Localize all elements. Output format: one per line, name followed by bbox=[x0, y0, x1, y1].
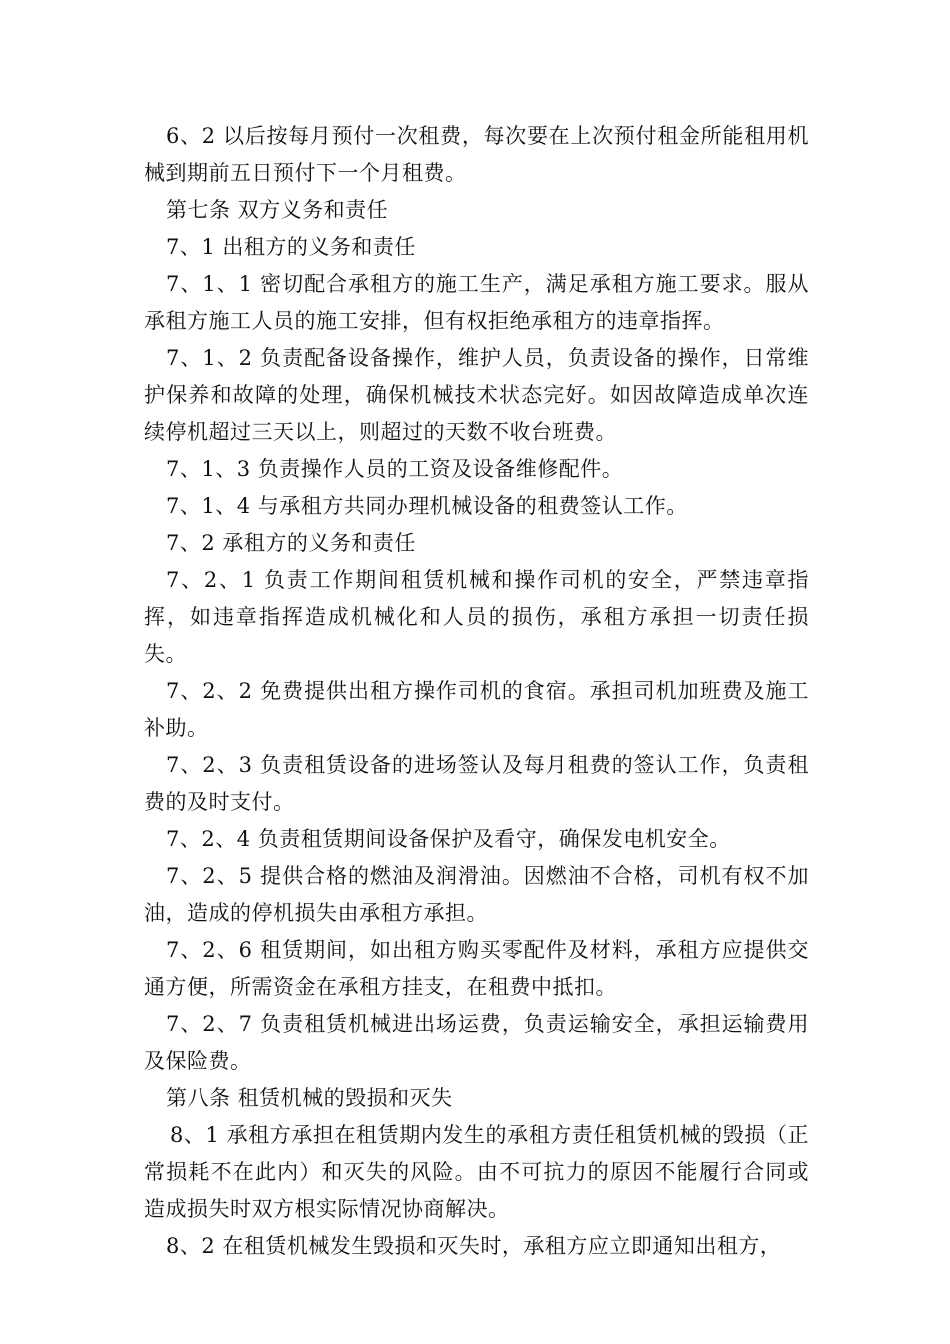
heading-article-8: 第八条 租赁机械的毁损和灭失 bbox=[166, 1086, 453, 1110]
document-body bbox=[144, 118, 809, 1265]
paragraph-6-2: 6、2 以后按每月预付一次租费，每次要在上次预付租金所能租用机械到期前五日预付下一个月租费。 bbox=[144, 124, 809, 185]
paragraph-7-2-2: 7、2、2 免费提供出租方操作司机的食宿。承担司机加班费及施工补助。 bbox=[144, 679, 809, 740]
paragraph-8-2: 8、2 在租赁机械发生毁损和灭失时，承租方应立即通知出租方， bbox=[166, 1234, 782, 1258]
paragraph-7-1-2: 7、1、2 负责配备设备操作，维护人员，负责设备的操作，日常维护保养和故障的处理，确保机械技术状态完好。如因故障造成单次连续停机超过三天以上，则超过的天数不收台班费。 bbox=[144, 346, 809, 444]
paragraph-7-2-7: 7、2、7 负责租赁机械进出场运费，负责运输安全，承担运输费用及保险费。 bbox=[144, 1012, 809, 1073]
heading-article-7: 第七条 双方义务和责任 bbox=[166, 198, 389, 222]
paragraph-7-2-1: 7、2、1 负责工作期间租赁机械和操作司机的安全，严禁违章指挥，如违章指挥造成机械化和人员的损伤，承租方承担一切责任损失。 bbox=[144, 568, 809, 666]
paragraph-7-1-4: 7、1、4 与承租方共同办理机械设备的租费签认工作。 bbox=[166, 494, 688, 518]
heading-7-1: 7、1 出租方的义务和责任 bbox=[166, 235, 416, 259]
paragraph-7-2-6: 7、2、6 租赁期间，如出租方购买零配件及材料，承租方应提供交通方便，所需资金在承租方挂支，在租费中抵扣。 bbox=[144, 938, 809, 999]
paragraph-7-2-5: 7、2、5 提供合格的燃油及润滑油。因燃油不合格，司机有权不加油，造成的停机损失由承租方承担。 bbox=[144, 864, 809, 925]
paragraph-8-1: 8、1 承租方承担在租赁期内发生的承租方责任租赁机械的毁损（正常损耗不在此内）和灭失的风险。由不可抗力的原因不能履行合同或造成损失时双方根实际情况协商解决。 bbox=[144, 1123, 809, 1221]
heading-7-2: 7、2 承租方的义务和责任 bbox=[166, 531, 416, 555]
paragraph-7-1-3: 7、1、3 负责操作人员的工资及设备维修配件。 bbox=[166, 457, 624, 481]
paragraph-7-2-4: 7、2、4 负责租赁期间设备保护及看守，确保发电机安全。 bbox=[166, 827, 731, 851]
paragraph-7-2-3: 7、2、3 负责租赁设备的进场签认及每月租费的签认工作，负责租费的及时支付。 bbox=[144, 753, 809, 814]
paragraph-7-1-1: 7、1、1 密切配合承租方的施工生产，满足承租方施工要求。服从承租方施工人员的施工安排，但有权拒绝承租方的违章指挥。 bbox=[144, 272, 809, 333]
